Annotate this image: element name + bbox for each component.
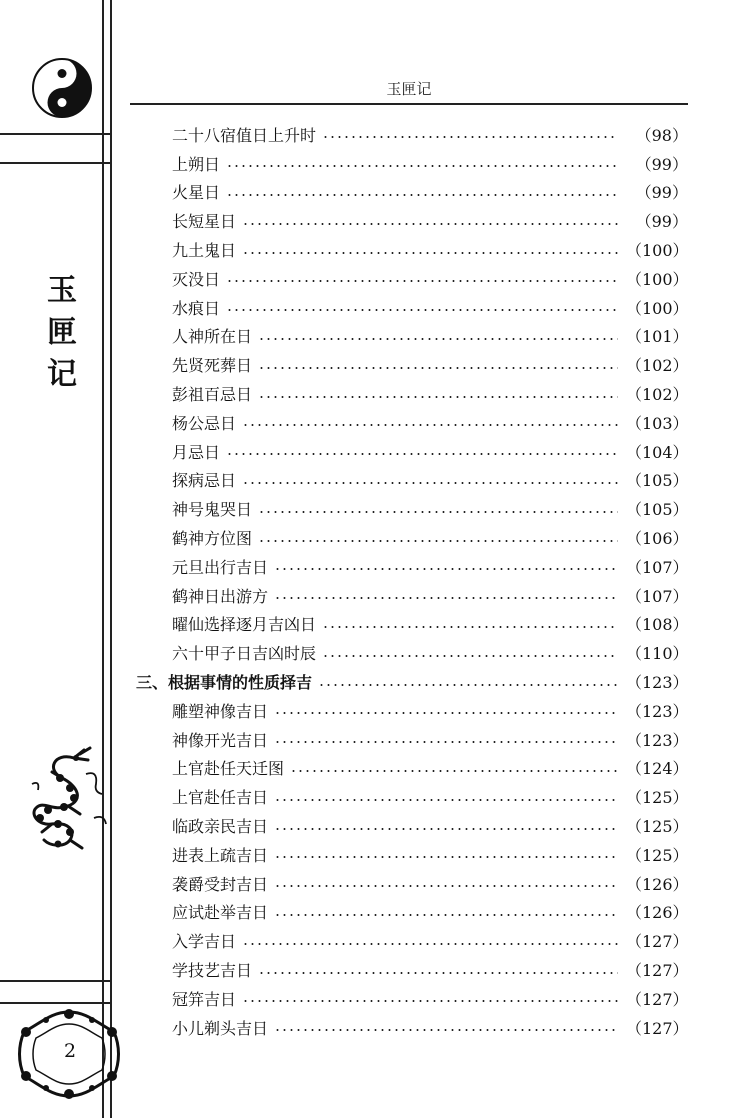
toc-entry-title: 鹤神日出游方 bbox=[172, 586, 269, 606]
toc-entry-title: 先贤死葬日 bbox=[172, 356, 253, 376]
toc-entry-page: （127） bbox=[626, 932, 689, 952]
dot-leader bbox=[242, 252, 618, 254]
toc-entry-page: （108） bbox=[626, 615, 689, 635]
toc-entry-title: 杨公忌日 bbox=[172, 413, 237, 433]
toc-entry-title: 应试赴举吉日 bbox=[172, 903, 269, 923]
dot-leader bbox=[274, 568, 618, 570]
toc-entry-page: （124） bbox=[626, 759, 689, 779]
toc-entry-page: （98） bbox=[635, 125, 688, 145]
toc-entry bbox=[136, 552, 688, 581]
toc-entry-title: 冠笄吉日 bbox=[172, 989, 237, 1009]
toc-entry-page: （125） bbox=[626, 817, 689, 837]
toc-entry bbox=[136, 235, 688, 264]
toc-entry-page: （99） bbox=[635, 212, 688, 232]
toc-entry-title: 火星日 bbox=[172, 183, 221, 203]
dot-leader bbox=[274, 914, 618, 916]
toc-entry bbox=[136, 782, 688, 811]
dot-leader bbox=[258, 396, 618, 398]
toc-entry bbox=[136, 725, 688, 754]
dot-leader bbox=[258, 367, 618, 369]
spine-book-title bbox=[42, 270, 82, 396]
toc-entry-page: （102） bbox=[626, 356, 689, 376]
toc-entry-title: 上官赴任天迁图 bbox=[172, 759, 285, 779]
toc-entry-title: 神像开光吉日 bbox=[172, 730, 269, 750]
toc-entry-title: 二十八宿值日上升时 bbox=[172, 125, 317, 145]
toc-entry bbox=[136, 926, 688, 955]
toc-entry-title: 九土鬼日 bbox=[172, 241, 237, 261]
spine-title-char: 记 bbox=[47, 357, 77, 392]
dot-leader bbox=[226, 165, 618, 167]
margin-border-line bbox=[110, 0, 112, 1118]
dot-leader bbox=[226, 309, 618, 311]
toc-entry-page: （127） bbox=[626, 961, 689, 980]
dot-leader bbox=[274, 741, 618, 743]
dot-leader bbox=[258, 338, 618, 340]
toc-section-heading bbox=[136, 667, 688, 696]
toc-entry bbox=[136, 955, 688, 984]
toc-entry-title: 学技艺吉日 bbox=[172, 961, 253, 980]
dot-leader bbox=[318, 684, 618, 686]
dot-leader bbox=[242, 943, 618, 945]
toc-entry-title: 进表上疏吉日 bbox=[172, 845, 269, 865]
toc-entry-title: 人神所在日 bbox=[172, 327, 253, 347]
dot-leader bbox=[274, 856, 618, 858]
toc-entry-title: 六十甲子日吉凶时辰 bbox=[172, 644, 317, 664]
spine-title-char: 匣 bbox=[47, 315, 77, 350]
toc-entry-page: （100） bbox=[626, 298, 689, 318]
toc-entry bbox=[136, 811, 688, 840]
dot-leader bbox=[242, 1000, 618, 1002]
page-number: 2 bbox=[63, 1040, 77, 1062]
toc-entry-title: 月忌日 bbox=[172, 442, 221, 462]
toc-entry bbox=[136, 322, 688, 351]
toc-entry-page: （125） bbox=[626, 845, 689, 865]
toc-entry-page: （100） bbox=[626, 269, 689, 289]
toc-entry-page: （127） bbox=[626, 1018, 689, 1038]
toc-entry bbox=[136, 984, 688, 1013]
dot-leader bbox=[226, 194, 618, 196]
toc-entry bbox=[136, 523, 688, 552]
toc-entry-title: 入学吉日 bbox=[172, 932, 237, 952]
toc-entry-title: 上官赴任吉日 bbox=[172, 788, 269, 808]
dot-leader bbox=[226, 280, 618, 282]
margin-border-line bbox=[102, 0, 104, 1118]
toc-entry bbox=[136, 120, 688, 149]
toc-entry bbox=[136, 581, 688, 610]
toc-entry bbox=[136, 264, 688, 293]
toc-entry-title: 探病忌日 bbox=[172, 471, 237, 491]
margin-divider bbox=[0, 162, 112, 164]
toc-entry-title: 小儿剃头吉日 bbox=[172, 1018, 269, 1038]
toc-entry bbox=[136, 1013, 688, 1042]
toc-entry-page: （106） bbox=[626, 529, 689, 549]
toc-entry-page: （99） bbox=[635, 183, 688, 203]
toc-entry-title: 神号鬼哭日 bbox=[172, 500, 253, 520]
toc-entry-title: 灭没日 bbox=[172, 269, 221, 289]
toc-entry-title: 长短星日 bbox=[172, 212, 237, 232]
dot-leader bbox=[274, 828, 618, 830]
toc-entry bbox=[136, 754, 688, 783]
toc-entry bbox=[136, 379, 688, 408]
toc-entry-title: 临政亲民吉日 bbox=[172, 817, 269, 837]
toc-entry-title: 雕塑神像吉日 bbox=[172, 701, 269, 721]
toc-entry-page: （107） bbox=[626, 586, 689, 606]
left-margin-decoration bbox=[0, 0, 113, 1118]
toc-entry-page: （99） bbox=[635, 154, 688, 174]
dot-leader bbox=[258, 972, 618, 974]
toc-entry bbox=[136, 898, 688, 927]
toc-entry bbox=[136, 466, 688, 495]
dot-leader bbox=[322, 655, 618, 657]
dot-leader bbox=[322, 626, 618, 628]
toc-entry-page: （101） bbox=[626, 327, 689, 347]
dragon-icon bbox=[24, 744, 114, 854]
toc-entry bbox=[136, 494, 688, 523]
toc-entry-title: 元旦出行吉日 bbox=[172, 557, 269, 577]
running-header: 玉匣记 bbox=[386, 80, 432, 98]
toc-entry-page: （123） bbox=[626, 730, 689, 750]
toc-entry bbox=[136, 869, 688, 898]
dot-leader bbox=[274, 1029, 618, 1031]
toc-entry bbox=[136, 293, 688, 322]
toc-entry-page: （102） bbox=[626, 385, 689, 405]
dot-leader bbox=[258, 540, 618, 542]
margin-divider bbox=[0, 980, 112, 982]
toc-entry-page: （125） bbox=[626, 788, 689, 808]
toc-entry bbox=[136, 178, 688, 207]
toc-entry bbox=[136, 638, 688, 667]
toc-entry-page: （126） bbox=[626, 874, 689, 894]
toc-entry-page: （123） bbox=[626, 673, 689, 693]
toc-entry-title: 曜仙选择逐月吉凶日 bbox=[172, 615, 317, 635]
toc-entry-page: （126） bbox=[626, 903, 689, 923]
toc-entry bbox=[136, 350, 688, 379]
toc-entry-page: （104） bbox=[626, 442, 689, 462]
margin-divider bbox=[0, 1002, 112, 1004]
toc-entry bbox=[136, 840, 688, 869]
table-of-contents bbox=[136, 120, 688, 1042]
dot-leader bbox=[242, 424, 618, 426]
dot-leader bbox=[274, 597, 618, 599]
toc-entry-page: （105） bbox=[626, 471, 689, 491]
toc-entry-title: 鹤神方位图 bbox=[172, 529, 253, 549]
toc-entry-page: （100） bbox=[626, 241, 689, 261]
toc-entry-page: （107） bbox=[626, 557, 689, 577]
dot-leader bbox=[322, 136, 618, 138]
dot-leader bbox=[274, 712, 618, 714]
margin-divider bbox=[0, 133, 112, 135]
toc-entry bbox=[136, 437, 688, 466]
toc-entry bbox=[136, 206, 688, 235]
dot-leader bbox=[258, 511, 618, 513]
toc-entry bbox=[136, 696, 688, 725]
dot-leader bbox=[226, 453, 618, 455]
dot-leader bbox=[290, 770, 618, 772]
header-rule bbox=[130, 103, 688, 105]
dot-leader bbox=[274, 799, 618, 801]
toc-entry-page: （110） bbox=[626, 644, 689, 664]
toc-entry bbox=[136, 149, 688, 178]
toc-entry-page: （105） bbox=[626, 500, 689, 520]
toc-entry-title: 袭爵受封吉日 bbox=[172, 874, 269, 894]
toc-entry-title: 水痕日 bbox=[172, 298, 221, 318]
dot-leader bbox=[274, 885, 618, 887]
spine-title-char: 玉 bbox=[47, 273, 77, 308]
toc-entry bbox=[136, 408, 688, 437]
toc-entry-title: 彭祖百忌日 bbox=[172, 385, 253, 405]
toc-entry-title: 上朔日 bbox=[172, 154, 221, 174]
taiji-icon bbox=[30, 56, 94, 120]
toc-entry-page: （127） bbox=[626, 989, 689, 1009]
toc-entry-page: （123） bbox=[626, 701, 689, 721]
toc-entry bbox=[136, 610, 688, 639]
toc-entry-page: （103） bbox=[626, 413, 689, 433]
dot-leader bbox=[242, 482, 618, 484]
dot-leader bbox=[242, 223, 618, 225]
toc-entry-title: 三、根据事情的性质择吉 bbox=[136, 673, 313, 693]
